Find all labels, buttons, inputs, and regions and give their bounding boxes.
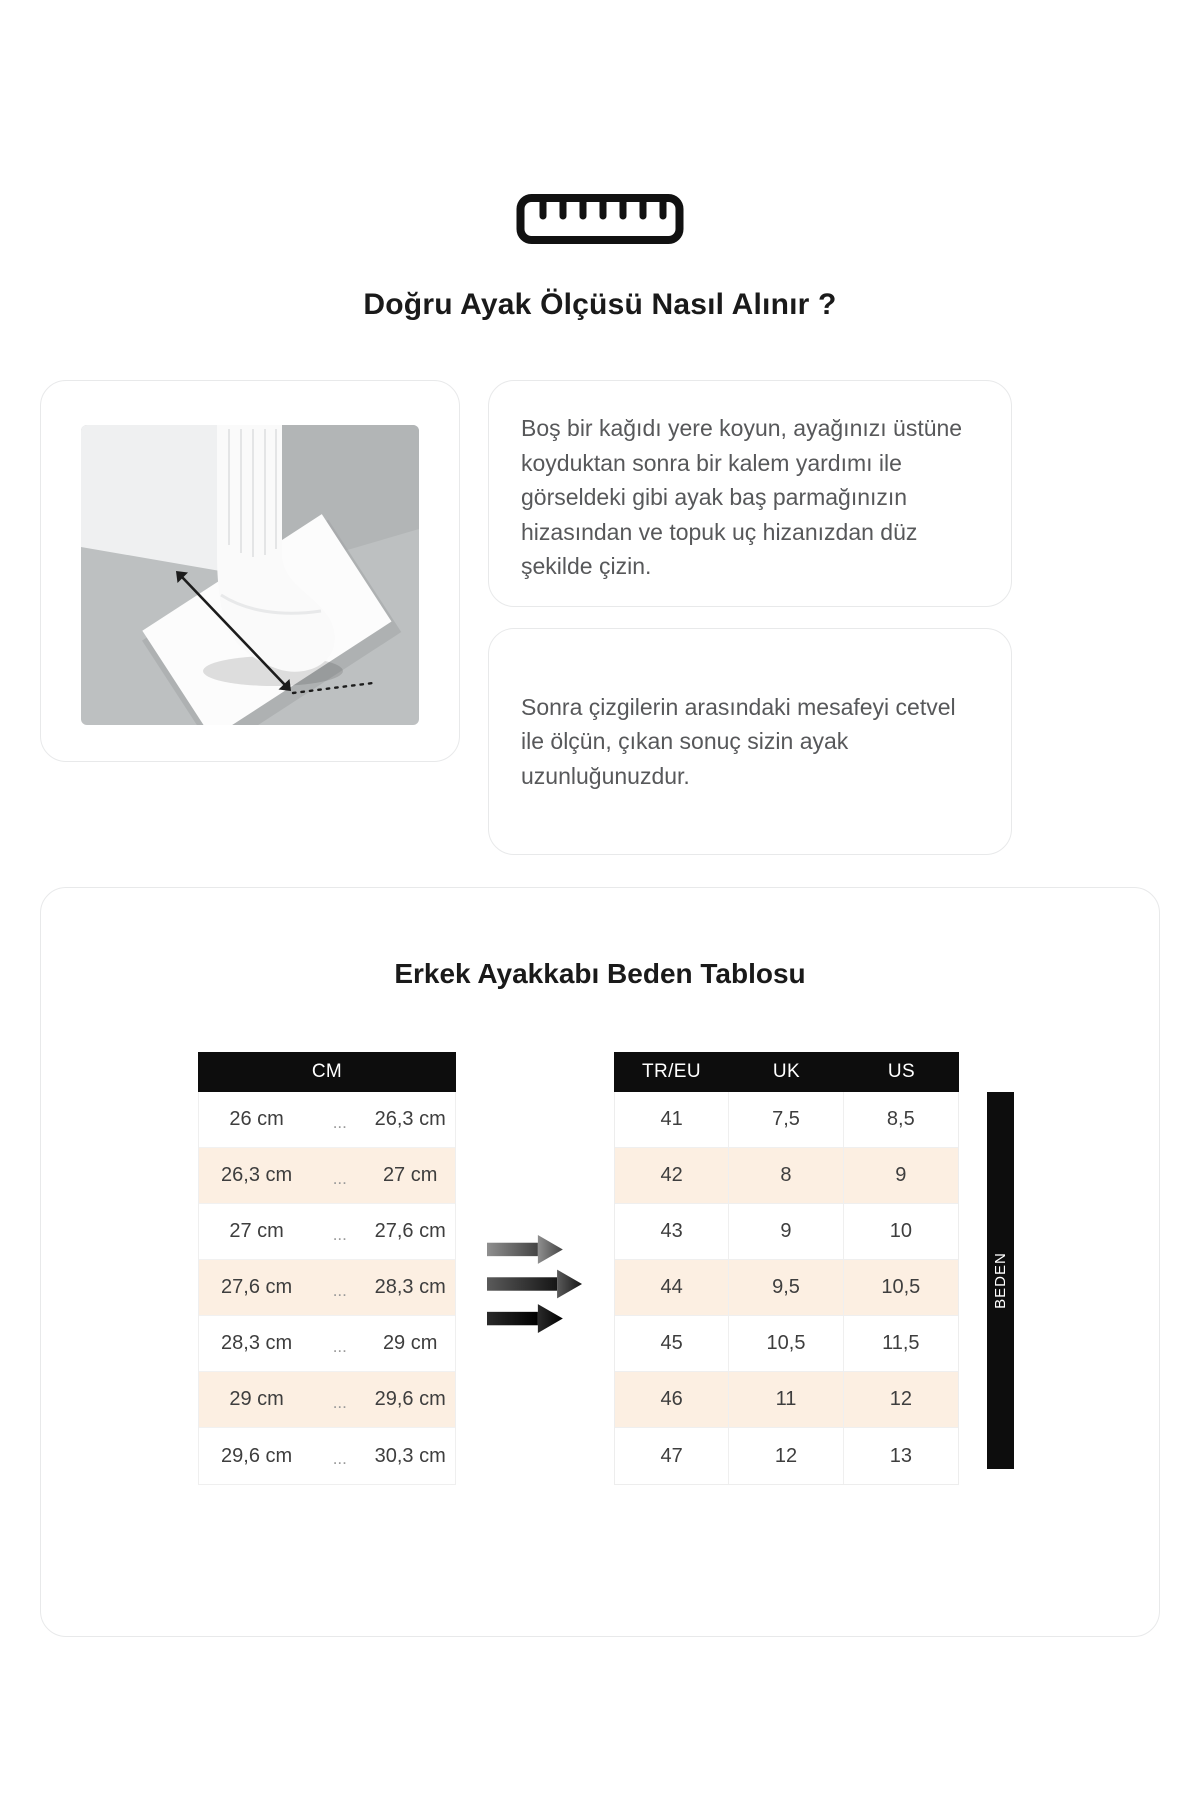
header-us: US: [887, 1061, 916, 1082]
us-value: 11,5: [882, 1332, 920, 1354]
cm-table-row: [199, 1372, 455, 1428]
range-separator: ...: [332, 1168, 347, 1188]
cm-table-body: [198, 1092, 456, 1485]
beden-vertical-label-bar: [987, 1092, 1014, 1469]
size-table-row: [615, 1372, 958, 1428]
range-separator: ...: [332, 1336, 347, 1356]
tr-eu-value: 42: [615, 1148, 729, 1203]
size-table-row: [615, 1428, 958, 1484]
instruction-step-2-card: [488, 628, 1012, 855]
instruction-step-1-text: Boş bir kağıdı yere koyun, ayağınızı üstüne koyduktan sonra bir kalem yardımı ile görseldeki gibi ayak baş parmağınızın hizasından ve topuk uç hizanızdan düz şekilde çizin.: [521, 415, 963, 579]
cm-max: 26,3 cm: [374, 1108, 446, 1130]
uk-value: 9,5: [729, 1260, 843, 1315]
cm-min: 29,6 cm: [221, 1444, 293, 1467]
us-value: 12: [889, 1388, 912, 1410]
header-uk: UK: [772, 1061, 801, 1082]
uk-value: 8: [729, 1148, 843, 1203]
tr-eu-value: 46: [615, 1372, 729, 1427]
foot-photo-card: [40, 380, 460, 762]
ruler-icon: [516, 193, 684, 250]
size-table-row: [615, 1204, 958, 1260]
range-separator: ...: [332, 1112, 347, 1132]
size-table-body: [614, 1092, 959, 1485]
cm-table-row: [199, 1092, 455, 1148]
instruction-cards: [488, 380, 1012, 855]
tr-eu-value: 43: [615, 1204, 729, 1259]
cm-max: 27,6 cm: [374, 1220, 446, 1242]
size-table-row: [615, 1092, 958, 1148]
us-value: 8,5: [886, 1108, 915, 1130]
range-separator: ...: [332, 1224, 347, 1244]
tr-eu-value: 47: [615, 1428, 729, 1484]
cm-min: 26,3 cm: [221, 1164, 293, 1186]
tr-eu-value: 45: [615, 1316, 729, 1371]
uk-value: 11: [729, 1372, 843, 1427]
tr-eu-value: 41: [615, 1092, 729, 1147]
how-to-measure-section: [0, 380, 1200, 855]
cm-table-row: [199, 1148, 455, 1204]
cm-max: 28,3 cm: [374, 1276, 446, 1298]
cm-min: 26 cm: [229, 1108, 284, 1130]
uk-value: 10,5: [729, 1316, 843, 1371]
us-value: 9: [895, 1164, 907, 1186]
us-value: 13: [889, 1444, 912, 1467]
size-table-row: [615, 1260, 958, 1316]
size-table-row: [615, 1148, 958, 1204]
cm-max: 30,3 cm: [374, 1444, 446, 1467]
cm-min: 28,3 cm: [221, 1332, 293, 1354]
cm-min: 27 cm: [229, 1220, 284, 1242]
cm-table-header: CM: [198, 1052, 456, 1092]
header-tr-eu: TR/EU: [642, 1061, 701, 1082]
international-size-table: [614, 1052, 959, 1485]
us-value: 10: [889, 1220, 912, 1242]
cm-min: 29 cm: [229, 1388, 284, 1410]
size-table-row: [615, 1316, 958, 1372]
range-separator: ...: [332, 1280, 347, 1300]
uk-value: 12: [729, 1428, 843, 1484]
cm-table-row: [199, 1428, 455, 1484]
beden-label: BEDEN: [992, 1252, 1009, 1309]
tr-eu-value: 44: [615, 1260, 729, 1315]
triple-right-arrows-icon: [487, 1230, 583, 1343]
cm-max: 27 cm: [382, 1164, 438, 1186]
size-table-header-row: [614, 1052, 959, 1092]
cm-min: 27,6 cm: [221, 1276, 293, 1298]
cm-table-row: [199, 1316, 455, 1372]
cm-max: 29,6 cm: [374, 1388, 446, 1410]
range-separator: ...: [332, 1449, 347, 1468]
arrow-gap: [456, 1052, 614, 1343]
range-separator: ...: [332, 1392, 347, 1412]
cm-table-row: [199, 1260, 455, 1316]
size-table-card: [40, 887, 1160, 1637]
ruler-icon-wrap: [0, 0, 1200, 250]
cm-table-row: [199, 1204, 455, 1260]
uk-value: 9: [729, 1204, 843, 1259]
us-value: 10,5: [881, 1276, 921, 1298]
page-title: Doğru Ayak Ölçüsü Nasıl Alınır ?: [363, 288, 837, 321]
foot-measurement-photo: [81, 425, 419, 725]
instruction-step-2-text: Sonra çizgilerin arasındaki mesafeyi cetvel ile ölçün, çıkan sonuç sizin ayak uzunluğunuzdur.: [521, 693, 956, 789]
size-table-title: Erkek Ayakkabı Beden Tablosu: [394, 958, 806, 989]
cm-table: [198, 1052, 456, 1485]
size-tables-row: [41, 1052, 1159, 1485]
instruction-step-1-card: [488, 380, 1012, 607]
uk-value: 7,5: [729, 1092, 843, 1147]
cm-max: 29 cm: [382, 1332, 438, 1354]
